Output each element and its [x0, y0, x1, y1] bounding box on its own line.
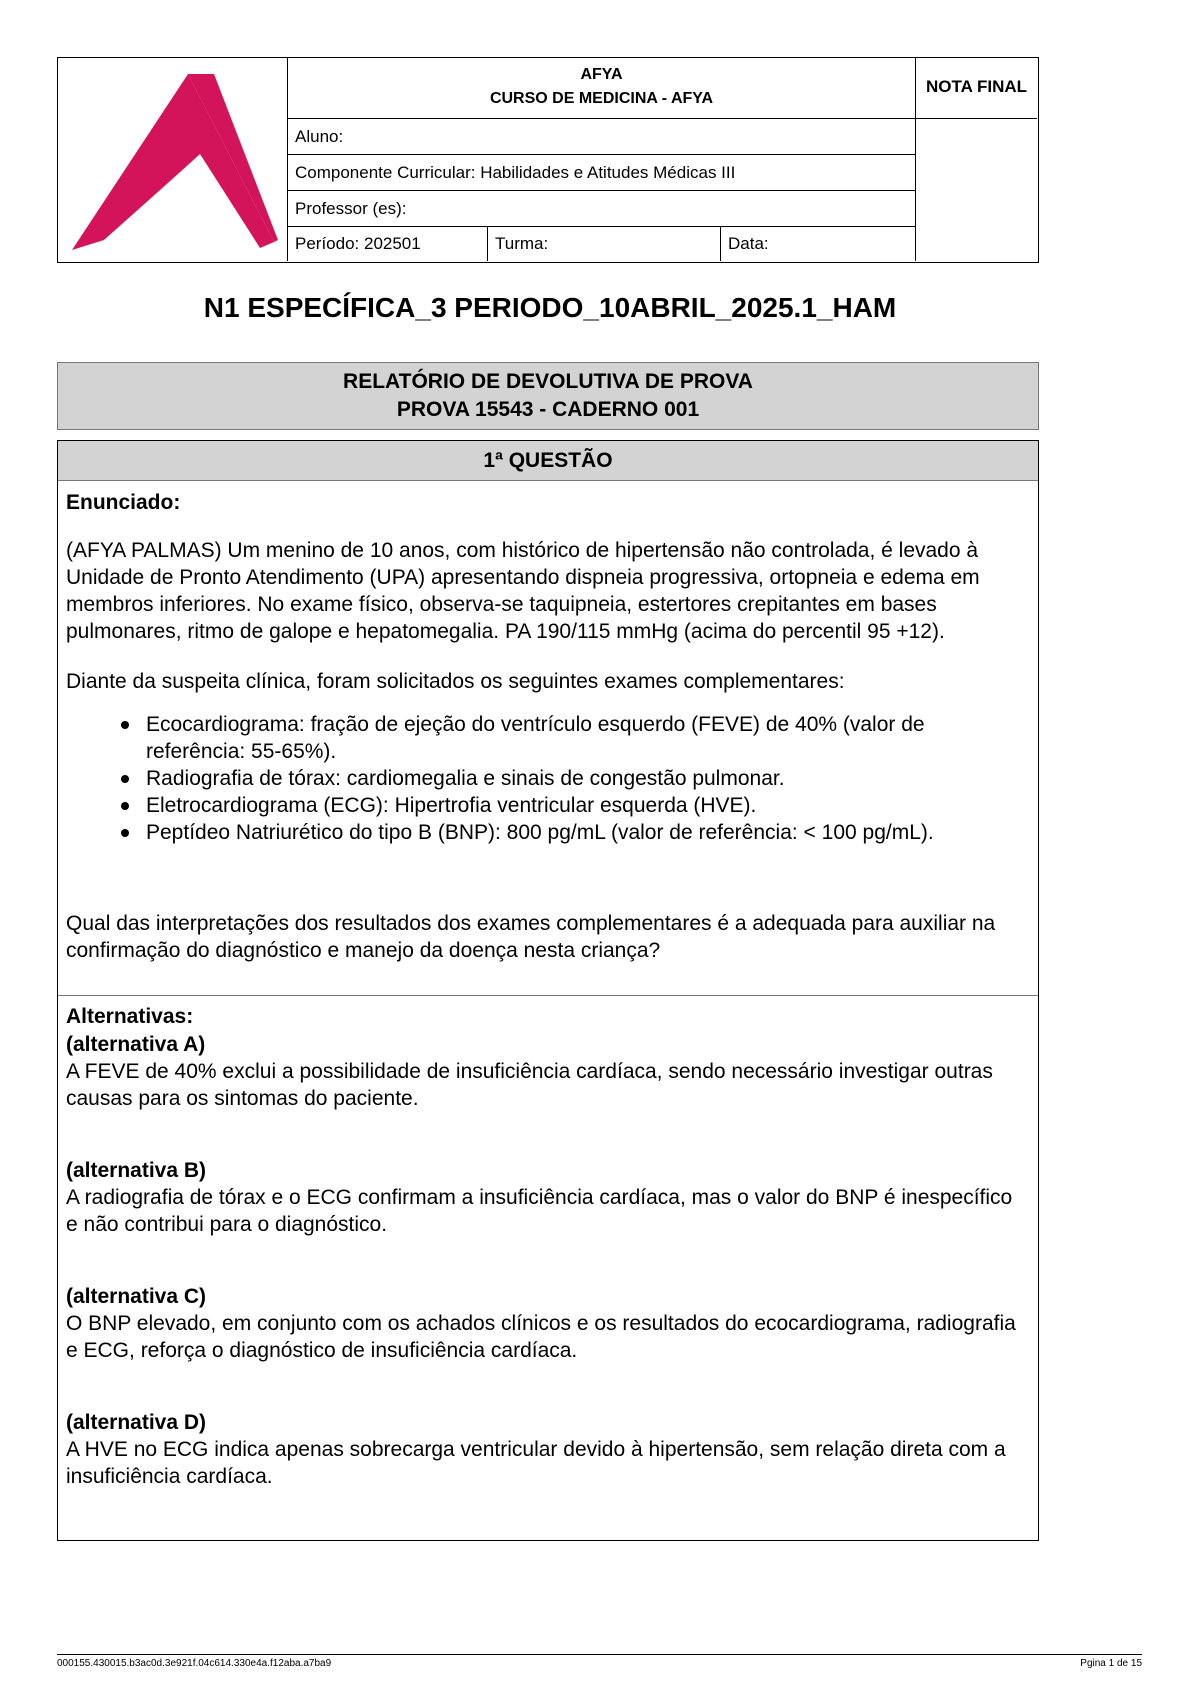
footer-page-number: Pgina 1 de 15 — [1080, 1658, 1142, 1669]
alternative-c — [66, 1283, 1018, 1364]
header-table — [57, 57, 1039, 263]
alternative-d-label: (alternativa D) — [66, 1411, 207, 1434]
professor-label: Professor (es): — [295, 199, 407, 218]
report-subtitle: PROVA 15543 - CADERNO 001 — [396, 398, 700, 421]
header-title-row — [288, 58, 915, 119]
alternativas-label: Alternativas: — [66, 1005, 194, 1028]
alternative-c-label: (alternativa C) — [66, 1285, 207, 1308]
periodo-cell — [288, 227, 488, 261]
nota-final-label: NOTA FINAL — [916, 58, 1037, 119]
alternative-b-label: (alternativa B) — [66, 1159, 207, 1182]
alternative-b-text: A radiografia de tórax e o ECG confirmam a insuficiência cardíaca, mas o valor do BNP é inespecífico e não contribui para o diagnóstico. — [66, 1186, 1013, 1236]
enunciado-paragraph-2: Diante da suspeita clínica, foram solicitados os seguintes exames complementares: — [66, 670, 845, 693]
periodo-label: Período: 202501 — [295, 234, 421, 253]
question-header: 1ª QUESTÃO — [58, 441, 1038, 481]
logo-cell — [58, 58, 288, 261]
turma-label: Turma: — [495, 234, 549, 253]
alternative-b — [66, 1157, 1018, 1238]
question-box — [57, 440, 1039, 1541]
footer-code: 000155.430015.b3ac0d.3e921f.04c614.330e4a.f12aba.a7ba9 — [57, 1658, 332, 1669]
enunciado-section — [58, 481, 1038, 996]
nota-final-column — [915, 58, 1037, 261]
aluno-label: Aluno: — [295, 127, 344, 146]
data-label: Data: — [728, 234, 769, 253]
exam-list — [146, 711, 1018, 846]
question-prompt: Qual das interpretações dos resultados dos exames complementares é a adequada para auxiliar na confirmação do diagnóstico e manejo da doença nesta criança? — [66, 912, 996, 962]
alternative-d-text: A HVE no ECG indica apenas sobrecarga ventricular devido à hipertensão, sem relação direta com a insuficiência cardíaca. — [66, 1438, 1006, 1488]
page-title: N1 ESPECÍFICA_3 PERIODO_10ABRIL_2025.1_HAM — [203, 292, 897, 323]
list-item: Radiografia de tórax: cardiomegalia e sinais de congestão pulmonar. — [146, 765, 1018, 792]
enunciado-paragraph-1: (AFYA PALMAS) Um menino de 10 anos, com histórico de hipertensão não controlada, é levado à Unidade de Pronto Atendimento (UPA) apresentando dispneia progressiva, ortopneia e edema em membros inferiores. No exame físico, observa-se taquipneia, estertores crepitantes em bases pulmonares, ritmo de galope e hepatomegalia. PA 190/115 mmHg (acima do percentil 95 +12). — [66, 539, 980, 643]
list-item: Ecocardiograma: fração de ejeção do ventrículo esquerdo (FEVE) de 40% (valor de referência: 55-65%). — [146, 711, 1018, 765]
alternative-c-text: O BNP elevado, em conjunto com os achados clínicos e os resultados do ecocardiograma, radiografia e ECG, reforça o diagnóstico de insuficiência cardíaca. — [66, 1312, 1016, 1362]
enunciado-label: Enunciado: — [66, 491, 181, 514]
list-item: Eletrocardiograma (ECG): Hipertrofia ventricular esquerda (HVE). — [146, 792, 1018, 819]
afya-logo-icon — [64, 64, 280, 254]
alternative-a-label: (alternativa A) — [66, 1033, 206, 1056]
aluno-row — [288, 119, 915, 155]
periodo-row — [288, 227, 915, 261]
professor-row — [288, 191, 915, 227]
alternative-a-text: A FEVE de 40% exclui a possibilidade de insuficiência cardíaca, sendo necessário investigar outras causas para os sintomas do paciente. — [66, 1060, 993, 1110]
turma-cell — [488, 227, 721, 261]
report-banner — [57, 362, 1039, 430]
alternative-a — [66, 1031, 1018, 1112]
footer-divider — [57, 1654, 1142, 1655]
componente-row — [288, 155, 915, 191]
institution-name: AFYA — [580, 66, 623, 83]
course-name: CURSO DE MEDICINA - AFYA — [489, 90, 714, 107]
componente-label: Componente Curricular: Habilidades e Atitudes Médicas III — [295, 163, 736, 182]
data-cell — [721, 227, 915, 261]
list-item: Peptídeo Natriurético do tipo B (BNP): 800 pg/mL (valor de referência: < 100 pg/mL). — [146, 819, 1018, 846]
report-title: RELATÓRIO DE DEVOLUTIVA DE PROVA — [343, 370, 753, 393]
alternative-d — [66, 1409, 1018, 1490]
